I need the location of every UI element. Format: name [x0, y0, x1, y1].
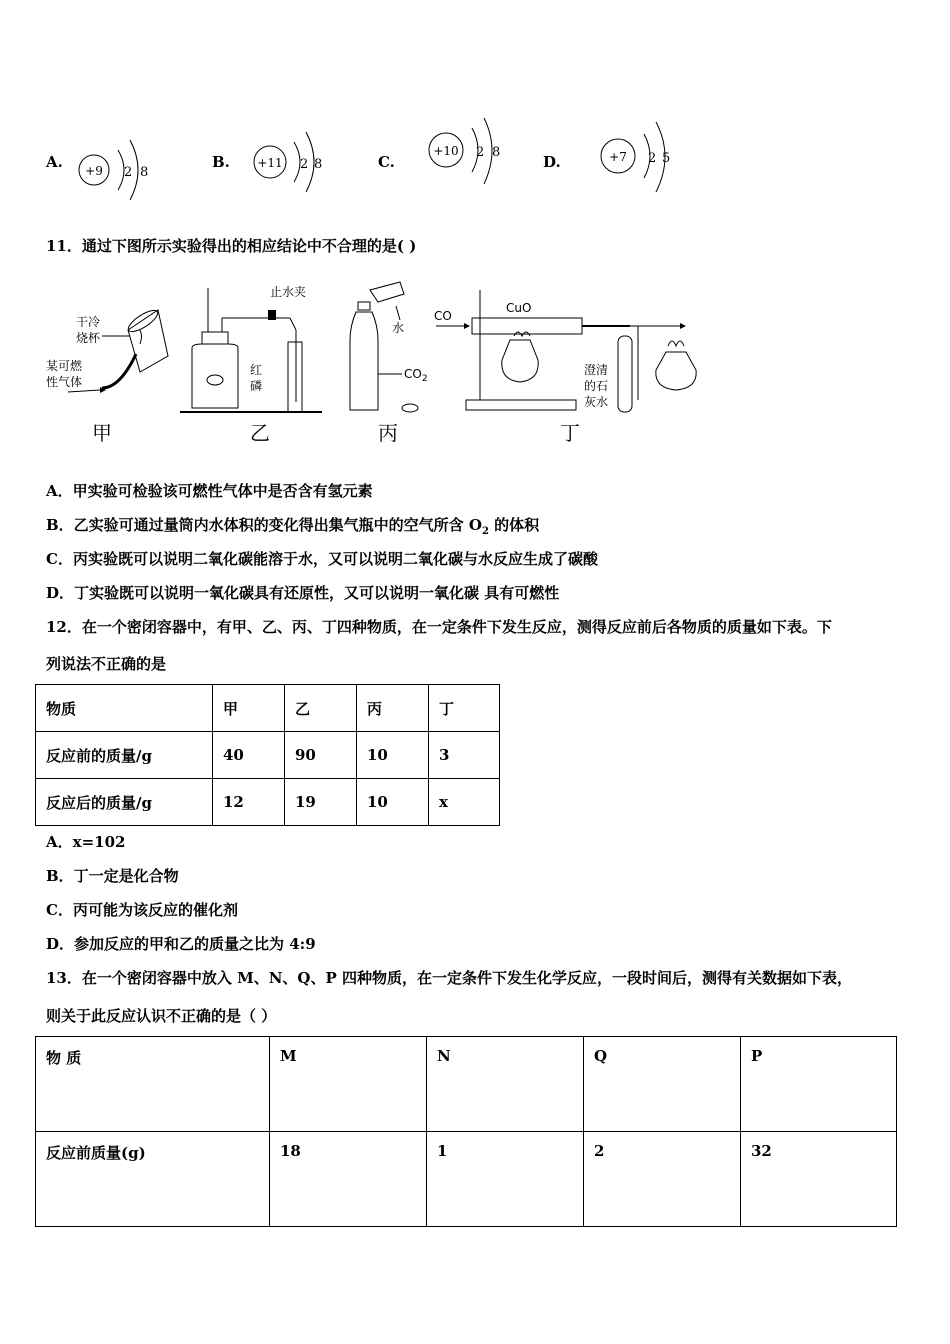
svg-text:性气体: 性气体 [46, 375, 83, 389]
svg-text:+10: +10 [433, 144, 459, 158]
caption-jia: 甲 [92, 421, 112, 445]
svg-text:某可燃: 某可燃 [46, 359, 83, 373]
svg-text:烧杯: 烧杯 [76, 331, 101, 345]
atom-diagram-d [596, 120, 686, 196]
svg-text:的石: 的石 [584, 379, 609, 393]
svg-text:止水夹: 止水夹 [270, 285, 307, 299]
table-row: 物质 甲 乙 丙 丁 [36, 685, 500, 732]
svg-text:CuO: CuO [506, 301, 532, 315]
table-row: 反应前质量(g) 18 1 2 32 [36, 1132, 897, 1227]
svg-text:+11: +11 [257, 156, 283, 170]
atom-diagram-b [248, 124, 338, 204]
svg-text:灰水: 灰水 [584, 395, 609, 409]
q11-option-b: B．乙实验可通过量筒内水体积的变化得出集气瓶中的空气所含 $O_2$ 的体积 [46, 516, 540, 537]
svg-text:2: 2 [476, 145, 485, 160]
q11-option-d: D．丁实验既可以说明一氧化碳具有还原性，又可以说明一氧化碳 具有可燃性 [46, 584, 560, 602]
svg-text:2: 2 [648, 151, 657, 166]
table-row: 反应后的质量/g 12 19 10 x [36, 779, 500, 826]
q13-stem-line1: 13．在一个密闭容器中放入 M、N、Q、P 四种物质，在一定条件下发生化学反应，一段时间后，测得有关数据如下表， [46, 969, 852, 987]
q10-option-d-letter: D. [543, 153, 561, 171]
svg-text:澄清: 澄清 [584, 363, 609, 377]
svg-text:8: 8 [492, 145, 501, 160]
svg-text:水: 水 [392, 321, 405, 335]
shell-2-electrons: 8 [140, 165, 149, 180]
q10-option-b-letter: B. [212, 153, 230, 171]
svg-text:磷: 磷 [250, 379, 263, 393]
q12-option-c: C．丙可能为该反应的催化剂 [46, 901, 238, 919]
q12-stem-line2: 列说法不正确的是 [46, 655, 167, 673]
svg-text:CO: CO [434, 309, 452, 323]
shell-1-electrons: 2 [124, 165, 133, 180]
q12-option-a: A．x=102 [46, 833, 126, 851]
q12-option-b: B．丁一定是化合物 [46, 867, 179, 885]
svg-text:红: 红 [250, 363, 263, 377]
svg-text:8: 8 [314, 157, 323, 172]
q10-option-a-letter: A. [46, 153, 63, 171]
svg-text:CO2: $CO_2$ [404, 367, 428, 384]
table-row: 反应前的质量/g 40 90 10 3 [36, 732, 500, 779]
q13-stem-line2: 则关于此反应认识不正确的是（ ） [46, 1007, 277, 1025]
q11-option-a: A．甲实验可检验该可燃性气体中是否含有氢元素 [46, 482, 373, 500]
q11-stem: 11．通过下图所示实验得出的相应结论中不合理的是( ) [46, 237, 417, 255]
atom-diagram-a [74, 128, 164, 208]
experiment-bing [350, 282, 428, 445]
experiment-ding [434, 290, 696, 445]
q12-stem-line1: 12．在一个密闭容器中，有甲、乙、丙、丁四种物质，在一定条件下发生反应，测得反应前后各物质的质量如下表。下 [46, 618, 832, 636]
q12-option-d: D．参加反应的甲和乙的质量之比为 4:9 [46, 935, 316, 953]
q13-mass-table [35, 1036, 897, 1227]
caption-bing: 丙 [378, 421, 398, 445]
nucleus-charge: +9 [85, 164, 103, 178]
atom-diagram-c [424, 114, 514, 190]
q11-option-c: C．丙实验既可以说明二氧化碳能溶于水，又可以说明二氧化碳与水反应生成了碳酸 [46, 550, 598, 568]
caption-ding: 丁 [560, 421, 580, 445]
svg-text:5: 5 [662, 151, 671, 166]
svg-text:2: 2 [300, 157, 309, 172]
experiment-jia [46, 307, 168, 445]
table-row: 物 质 M N Q P [36, 1037, 897, 1132]
svg-text:+7: +7 [609, 150, 627, 164]
q11-experiment-figure [40, 270, 730, 450]
svg-text:干冷: 干冷 [76, 315, 101, 329]
q12-mass-table [35, 684, 500, 826]
experiment-yi [180, 284, 322, 445]
caption-yi: 乙 [250, 421, 270, 445]
q10-option-c-letter: C. [378, 153, 395, 171]
